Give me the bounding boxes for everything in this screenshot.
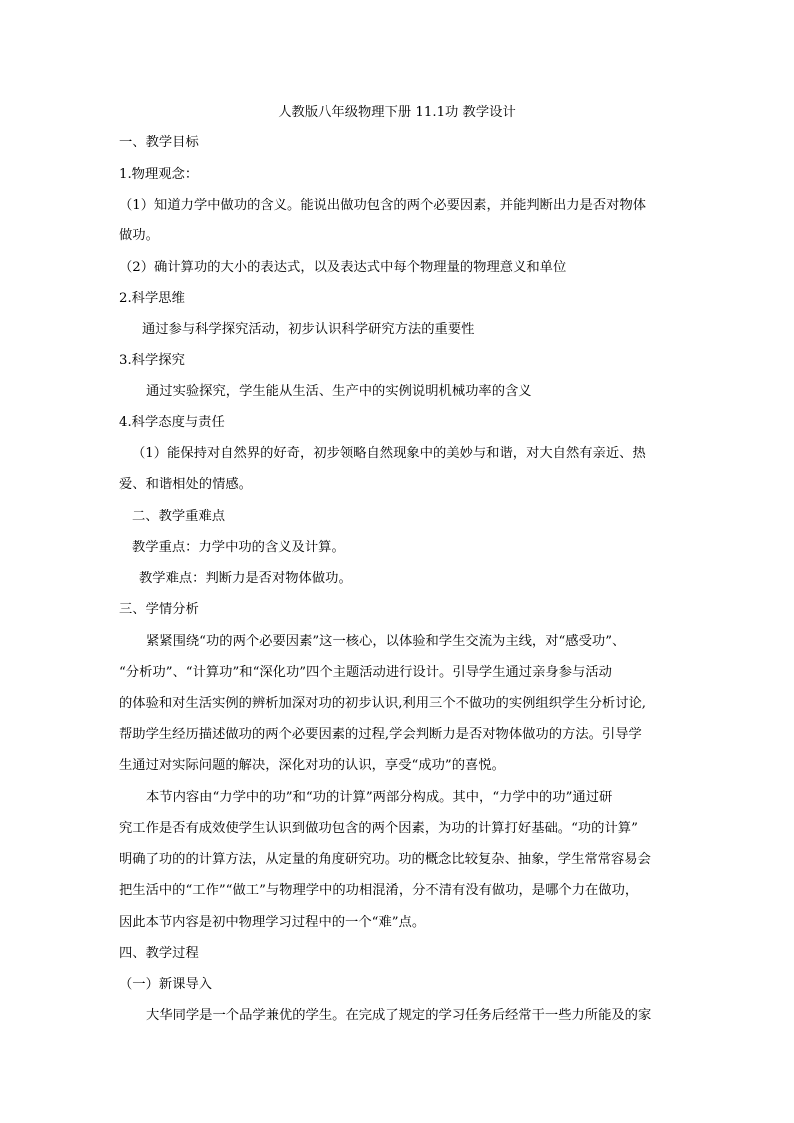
goal-1-paragraph-1-line-2: 做功。: [119, 228, 159, 243]
section-heading-analysis: 三、学情分析: [119, 602, 199, 617]
key-point-text: 教学重点：力学中功的含义及计算。: [132, 540, 345, 555]
analysis-paragraph-2-line-4: 把生活中的“工作”“做工”与物理学中的功相混淆，分不清有没有做功，是哪个力在做功，: [119, 883, 639, 898]
analysis-paragraph-1-line-3: 的体验和对生活实例的辨析加深对功的初步认识,利用三个不做功的实例组织学生分析讨论,: [119, 696, 647, 711]
process-subheading-intro: （一）新课导入: [119, 977, 213, 992]
goal-1-heading: 1.物理观念：: [119, 167, 199, 182]
difficult-point-text: 教学难点：判断力是否对物体做功。: [139, 571, 352, 586]
goal-3-heading: 3.科学探究: [119, 353, 185, 368]
process-paragraph-1-line-1: 大华同学是一个品学兼优的学生。在完成了规定的学习任务后经常干一些力所能及的家: [146, 1008, 652, 1023]
analysis-paragraph-2-line-5: 因此本节内容是初中物理学习过程中的一个“难”点。: [119, 915, 426, 930]
section-heading-process: 四、教学过程: [119, 946, 199, 961]
analysis-paragraph-1-line-2: “分析功”、“计算功”和“深化功”四个主题活动进行设计。引导学生通过亲身参与活动: [119, 665, 612, 680]
goal-2-heading: 2.科学思维: [119, 291, 185, 306]
goal-4-paragraph-line-1: （1）能保持对自然界的好奇，初步领略自然现象中的美妙与和谐，对大自然有亲近、热: [132, 446, 646, 461]
goal-2-paragraph: 通过参与科学探究活动，初步认识科学研究方法的重要性: [142, 322, 475, 337]
analysis-paragraph-2-line-1: 本节内容由“力学中的功”和“功的计算”两部分构成。其中，“力学中的功”通过研: [146, 790, 613, 805]
analysis-paragraph-2-line-3: 明确了功的的计算方法，从定量的角度研究功。功的概念比较复杂、抽象，学生常常容易会: [119, 852, 651, 867]
goal-1-paragraph-2: （2）确计算功的大小的表达式，以及表达式中每个物理量的物理意义和单位: [119, 260, 567, 275]
document-title: 人教版八年级物理下册 11.1功 教学设计: [278, 105, 516, 120]
goal-1-paragraph-1-line-1: （1）知道力学中做功的含义。能说出做功包含的两个必要因素，并能判断出力是否对物体: [119, 198, 647, 213]
analysis-paragraph-1-line-5: 生通过对实际问题的解决，深化对功的认识，享受“成功”的喜悦。: [119, 758, 505, 773]
analysis-paragraph-1-line-4: 帮助学生经历描述做功的两个必要因素的过程,学会判断力是否对物体做功的方法。引导学: [119, 727, 642, 742]
goal-4-paragraph-line-2: 爱、和谐相处的情感。: [119, 477, 252, 492]
goal-4-heading: 4.科学态度与责任: [119, 415, 225, 430]
section-heading-key-points: 二、教学重难点: [132, 509, 226, 524]
section-heading-goals: 一、教学目标: [119, 135, 199, 150]
goal-3-paragraph: 通过实验探究，学生能从生活、生产中的实例说明机械功率的含义: [146, 384, 532, 399]
analysis-paragraph-1-line-1: 紧紧围绕“功的两个必要因素”这一核心，以体验和学生交流为主线，对“感受功”、: [146, 634, 626, 649]
analysis-paragraph-2-line-2: 究工作是否有成效使学生认识到做功包含的两个因素，为功的计算打好基础。“功的计算”: [119, 821, 638, 836]
